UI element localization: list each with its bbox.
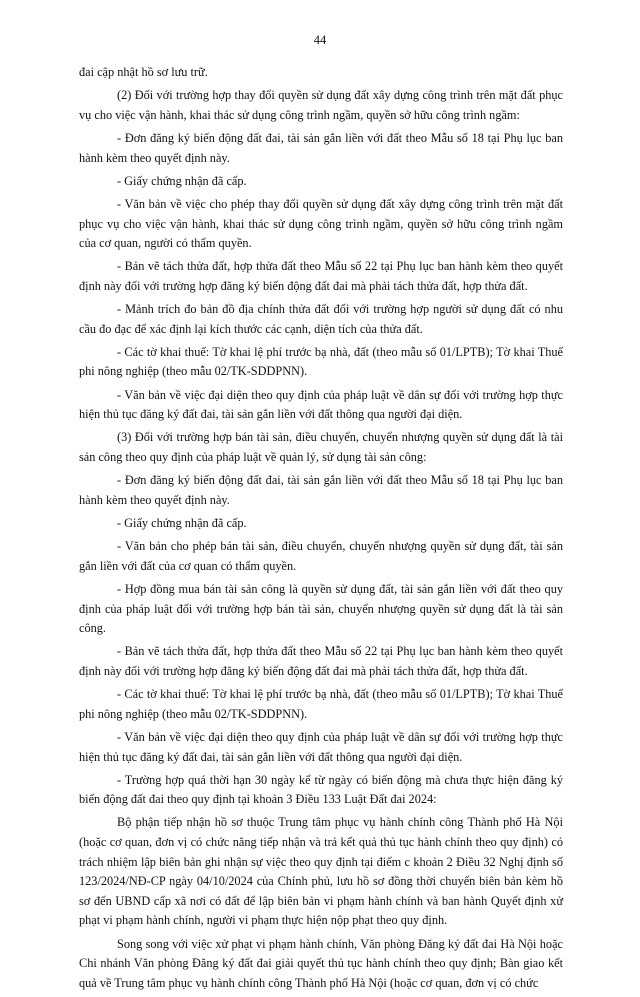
- paragraph: - Giấy chứng nhận đã cấp.: [117, 516, 247, 530]
- paragraph: Bộ phận tiếp nhận hồ sơ thuộc Trung tâm phục vụ hành chính công Thành phố Hà Nội (hoặc cơ quan, đơn vị có chức năng tiếp nhận và trả kết quả thủ tục hành chính theo quy định) có trách nhiệm lập biên bản ghi nhận sự việc theo quy định tại điểm c khoản 2 Điều 32 Nghị định số 123/2024/NĐ-CP ngày 04/10/2024 của Chính phủ, lưu hồ sơ đồng thời chuyển biên bản kèm hồ sơ đến UBND cấp xã nơi có đất để lập biên bản vi phạm hành chính và ban hành Quyết định xử phạt vi phạm hành chính, người vi phạm thực hiện nộp phạt theo quy định.: [79, 815, 563, 928]
- paragraph: - Văn bản cho phép bán tài sản, điều chuyển, chuyển nhượng quyền sử dụng đất, tài sản gắn liền với đất của cơ quan có thẩm quyền.: [79, 539, 563, 573]
- document-body: [79, 63, 563, 997]
- paragraph: - Các tờ khai thuế: Tờ khai lệ phí trước bạ nhà, đất (theo mẫu số 01/LPTB); Tờ khai Thuế phi nông nghiệp (theo mẫu 02/TK-SDDPNN).: [79, 687, 563, 721]
- paragraph: - Trường hợp quá thời hạn 30 ngày kể từ ngày có biến động mà chưa thực hiện đăng ký biến động đất đai theo quy định tại khoản 3 Điều 133 Luật Đất đai 2024:: [79, 772, 563, 807]
- paragraph: - Mảnh trích đo bản đồ địa chính thửa đất đối với trường hợp người sử dụng đất có nhu cầu đo đạc để xác định lại kích thước các cạnh, diện tích của thửa đất.: [79, 302, 563, 336]
- paragraph: - Văn bản về việc đại diện theo quy định của pháp luật về dân sự đối với trường hợp thực hiện thủ tục đăng ký đất đai, tài sản gắn liền với đất thông qua người đại diện.: [79, 387, 563, 422]
- paragraph: - Các tờ khai thuế: Tờ khai lệ phí trước bạ nhà, đất (theo mẫu số 01/LPTB); Tờ khai Thuế phi nông nghiệp (theo mẫu 02/TK-SDDPNN).: [79, 344, 563, 379]
- paragraph: - Văn bản về việc đại diện theo quy định của pháp luật về dân sự đối với trường hợp thực hiện thủ tục đăng ký đất đai, tài sản gắn liền với đất thông qua người đại diện.: [79, 729, 563, 764]
- paragraph: - Bản vẽ tách thửa đất, hợp thửa đất theo Mẫu số 22 tại Phụ lục ban hành kèm theo quyết định này đối với trường hợp đăng ký biến động đất đai mà phải tách thửa đất, hợp thửa đất.: [79, 259, 563, 293]
- paragraph: - Giấy chứng nhận đã cấp.: [117, 173, 247, 188]
- paragraph: - Hợp đồng mua bán tài sản công là quyền sử dụng đất, tài sản gắn liền với đất theo quy định của pháp luật đối với trường hợp bán tài sản, chuyển nhượng quyền sử dụng đất là tài sản công.: [79, 581, 563, 636]
- paragraph: đai cập nhật hồ sơ lưu trữ.: [79, 65, 208, 79]
- paragraph: - Bản vẽ tách thửa đất, hợp thửa đất theo Mẫu số 22 tại Phụ lục ban hành kèm theo quyết định này đối với trường hợp đăng ký biến động đất đai mà phải tách thửa đất, hợp thửa đất.: [79, 644, 563, 678]
- paragraph: - Đơn đăng ký biến động đất đai, tài sản gắn liền với đất theo Mẫu số 18 tại Phụ lục ban hành kèm theo quyết định này.: [79, 130, 563, 165]
- paragraph: - Đơn đăng ký biến động đất đai, tài sản gắn liền với đất theo Mẫu số 18 tại Phụ lục ban hành kèm theo quyết định này.: [79, 473, 563, 507]
- paragraph: (3) Đối với trường hợp bán tài sản, điều chuyển, chuyển nhượng quyền sử dụng đất là tài sản công theo quy định của pháp luật về quản lý, sử dụng tài sản công:: [79, 430, 563, 465]
- page-number: 44: [313, 33, 327, 47]
- paragraph: (2) Đối với trường hợp thay đổi quyền sử dụng đất xây dựng công trình trên mặt đất phục vụ cho việc vận hành, khai thác sử dụng công trình ngầm, quyền sở hữu công trình ngầm:: [79, 88, 563, 122]
- paragraph: - Văn bản về việc cho phép thay đổi quyền sử dụng đất xây dựng công trình trên mặt đất phục vụ cho việc vận hành, khai thác sử dụng công trình ngầm, quyền sở hữu công trình ngầm của cơ quan, người có thẩm quyền.: [79, 196, 563, 251]
- paragraph: Song song với việc xử phạt vi phạm hành chính, Văn phòng Đăng ký đất đai Hà Nội hoặc Chi nhánh Văn phòng Đăng ký đất đai giải quyết thủ tục hành chính theo quy định; Bàn giao kết quả về Trung tâm phục vụ hành chính công Thành phố Hà Nội (hoặc cơ quan, đơn vị có chức: [79, 936, 563, 990]
